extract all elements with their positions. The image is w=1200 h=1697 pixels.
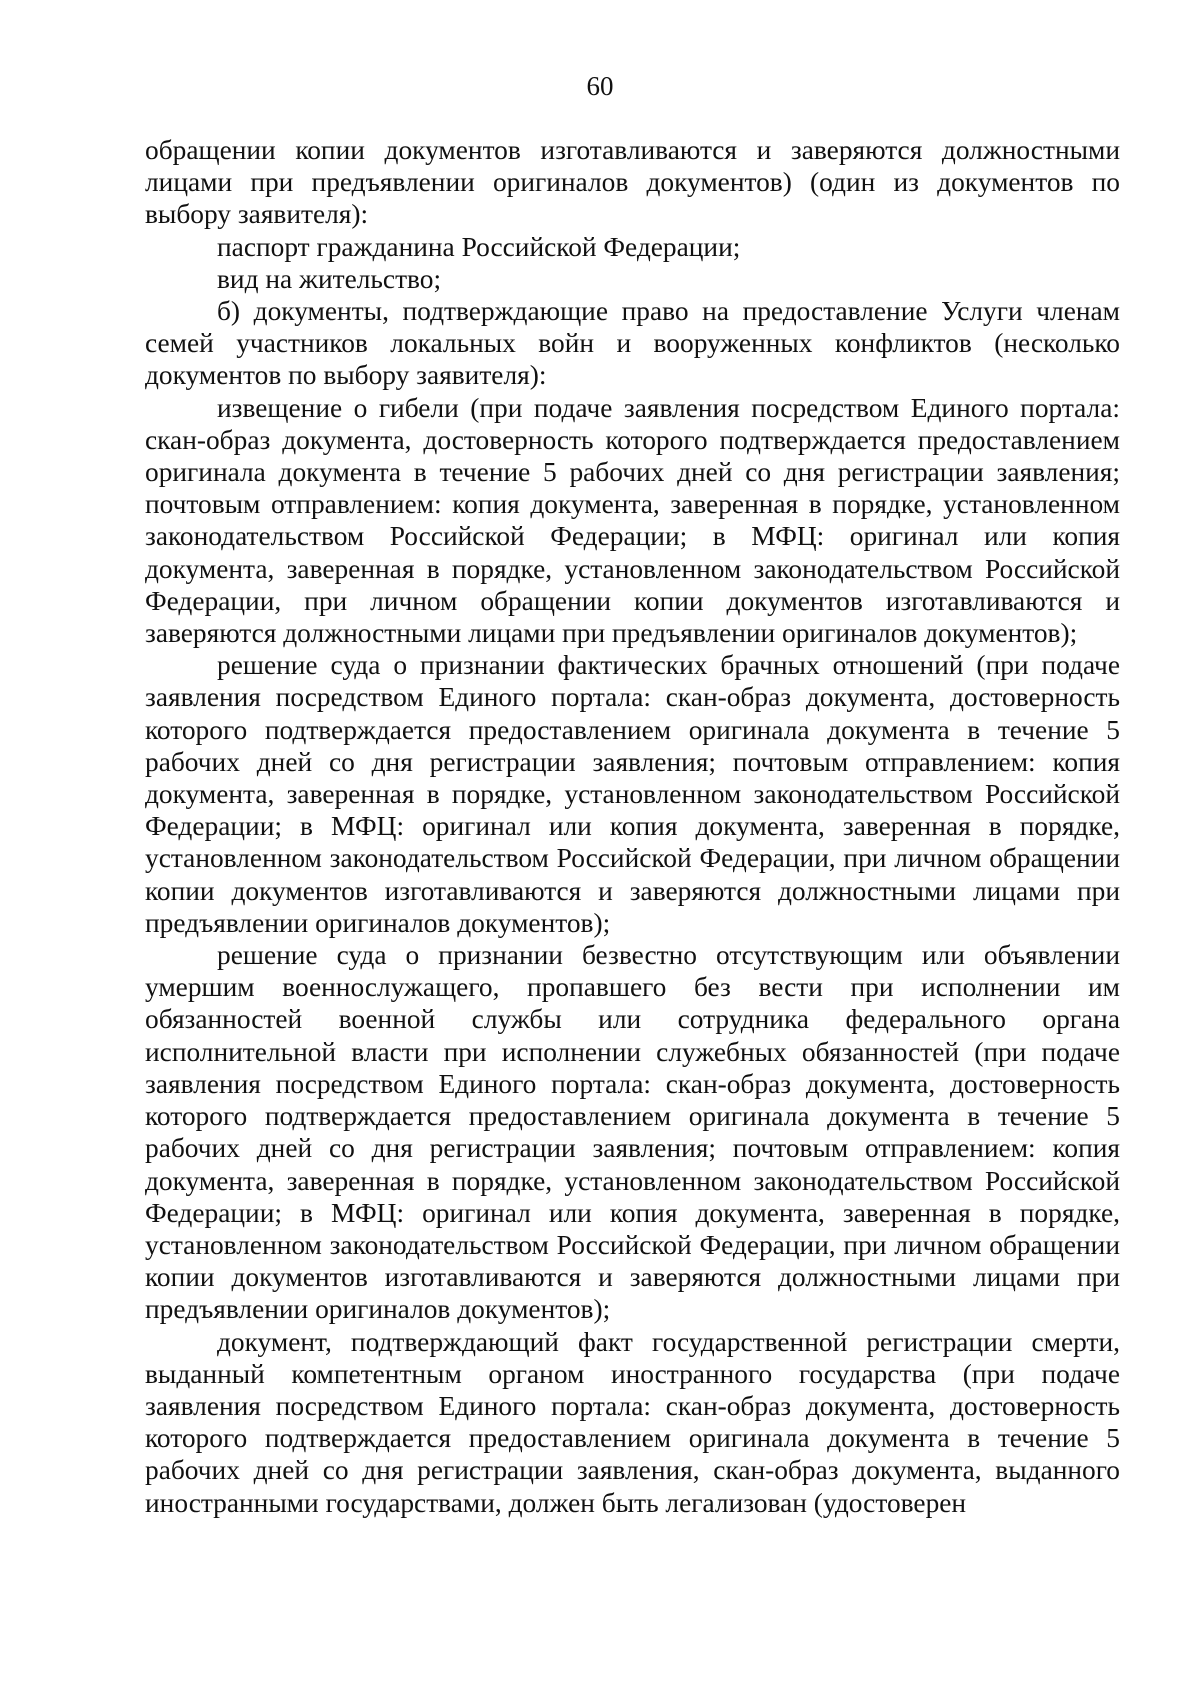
paragraph-residence-permit: вид на жительство;	[217, 263, 442, 294]
paragraph-court-marriage: решение суда о признании фактических брачных отношений (при подаче заявления посредством Единого портала: скан-образ документа, достоверность которого подтверждается предоставлением оригинала документа в течение 5 рабочих дней со дня регистрации заявления; почтовым отправлением: копия документа, заверенная в порядке, установленном законодательством Российской Федерации; в МФЦ: оригинал или копия документа, заверенная в порядке, установленном законодательством Российской Федерации, при личном обращении копии документов изготавливаются и заверяются должностными лицами при предъявлении оригиналов документов);	[145, 650, 1120, 938]
paragraph-passport: паспорт гражданина Российской Федерации;	[217, 231, 741, 262]
paragraph-death-notice: извещение о гибели (при подаче заявления посредством Единого портала: скан-образ документа, достоверность которого подтверждается предоставлением оригинала документа в течение 5 рабочих дней со дня регистрации заявления; почтовым отправлением: копия документа, заверенная в порядке, установленном законодательством Российской Федерации; в МФЦ: оригинал или копия документа, заверенная в порядке, установленном законодательством Российской Федерации, при личном обращении копии документов изготавливаются и заверяются должностными лицами при предъявлении оригиналов документов);	[145, 392, 1120, 649]
paragraph-continuation: обращении копии документов изготавливаются и заверяются должностными лицами при предъявлении оригиналов документов) (один из документов по выбору заявителя):	[145, 135, 1120, 230]
document-body	[145, 134, 1120, 1519]
paragraph-death-registration: документ, подтверждающий факт государственной регистрации смерти, выданный компетентным органом иностранного государства (при подаче заявления посредством Единого портала: скан-образ документа, достоверность которого подтверждается предоставлением оригинала документа в течение 5 рабочих дней со дня регистрации заявления, скан-образ документа, выданного иностранными государствами, должен быть легализован (удостоверен	[145, 1326, 1120, 1518]
paragraph-court-missing: решение суда о признании безвестно отсутствующим или объявлении умершим военнослужащего, пропавшего без вести при исполнении им обязанностей военной службы или сотрудника федерального органа исполнительной власти при исполнении служебных обязанностей (при подаче заявления посредством Единого портала: скан-образ документа, достоверность которого подтверждается предоставлением оригинала документа в течение 5 рабочих дней со дня регистрации заявления; почтовым отправлением: копия документа, заверенная в порядке, установленном законодательством Российской Федерации; в МФЦ: оригинал или копия документа, заверенная в порядке, установленном законодательством Российской Федерации, при личном обращении копии документов изготавливаются и заверяются должностными лицами при предъявлении оригиналов документов);	[145, 940, 1120, 1325]
paragraph-item-b: б) документы, подтверждающие право на предоставление Услуги членам семей участников локальных войн и вооруженных конфликтов (несколько документов по выбору заявителя):	[145, 296, 1120, 391]
page-number: 60	[586, 71, 614, 101]
